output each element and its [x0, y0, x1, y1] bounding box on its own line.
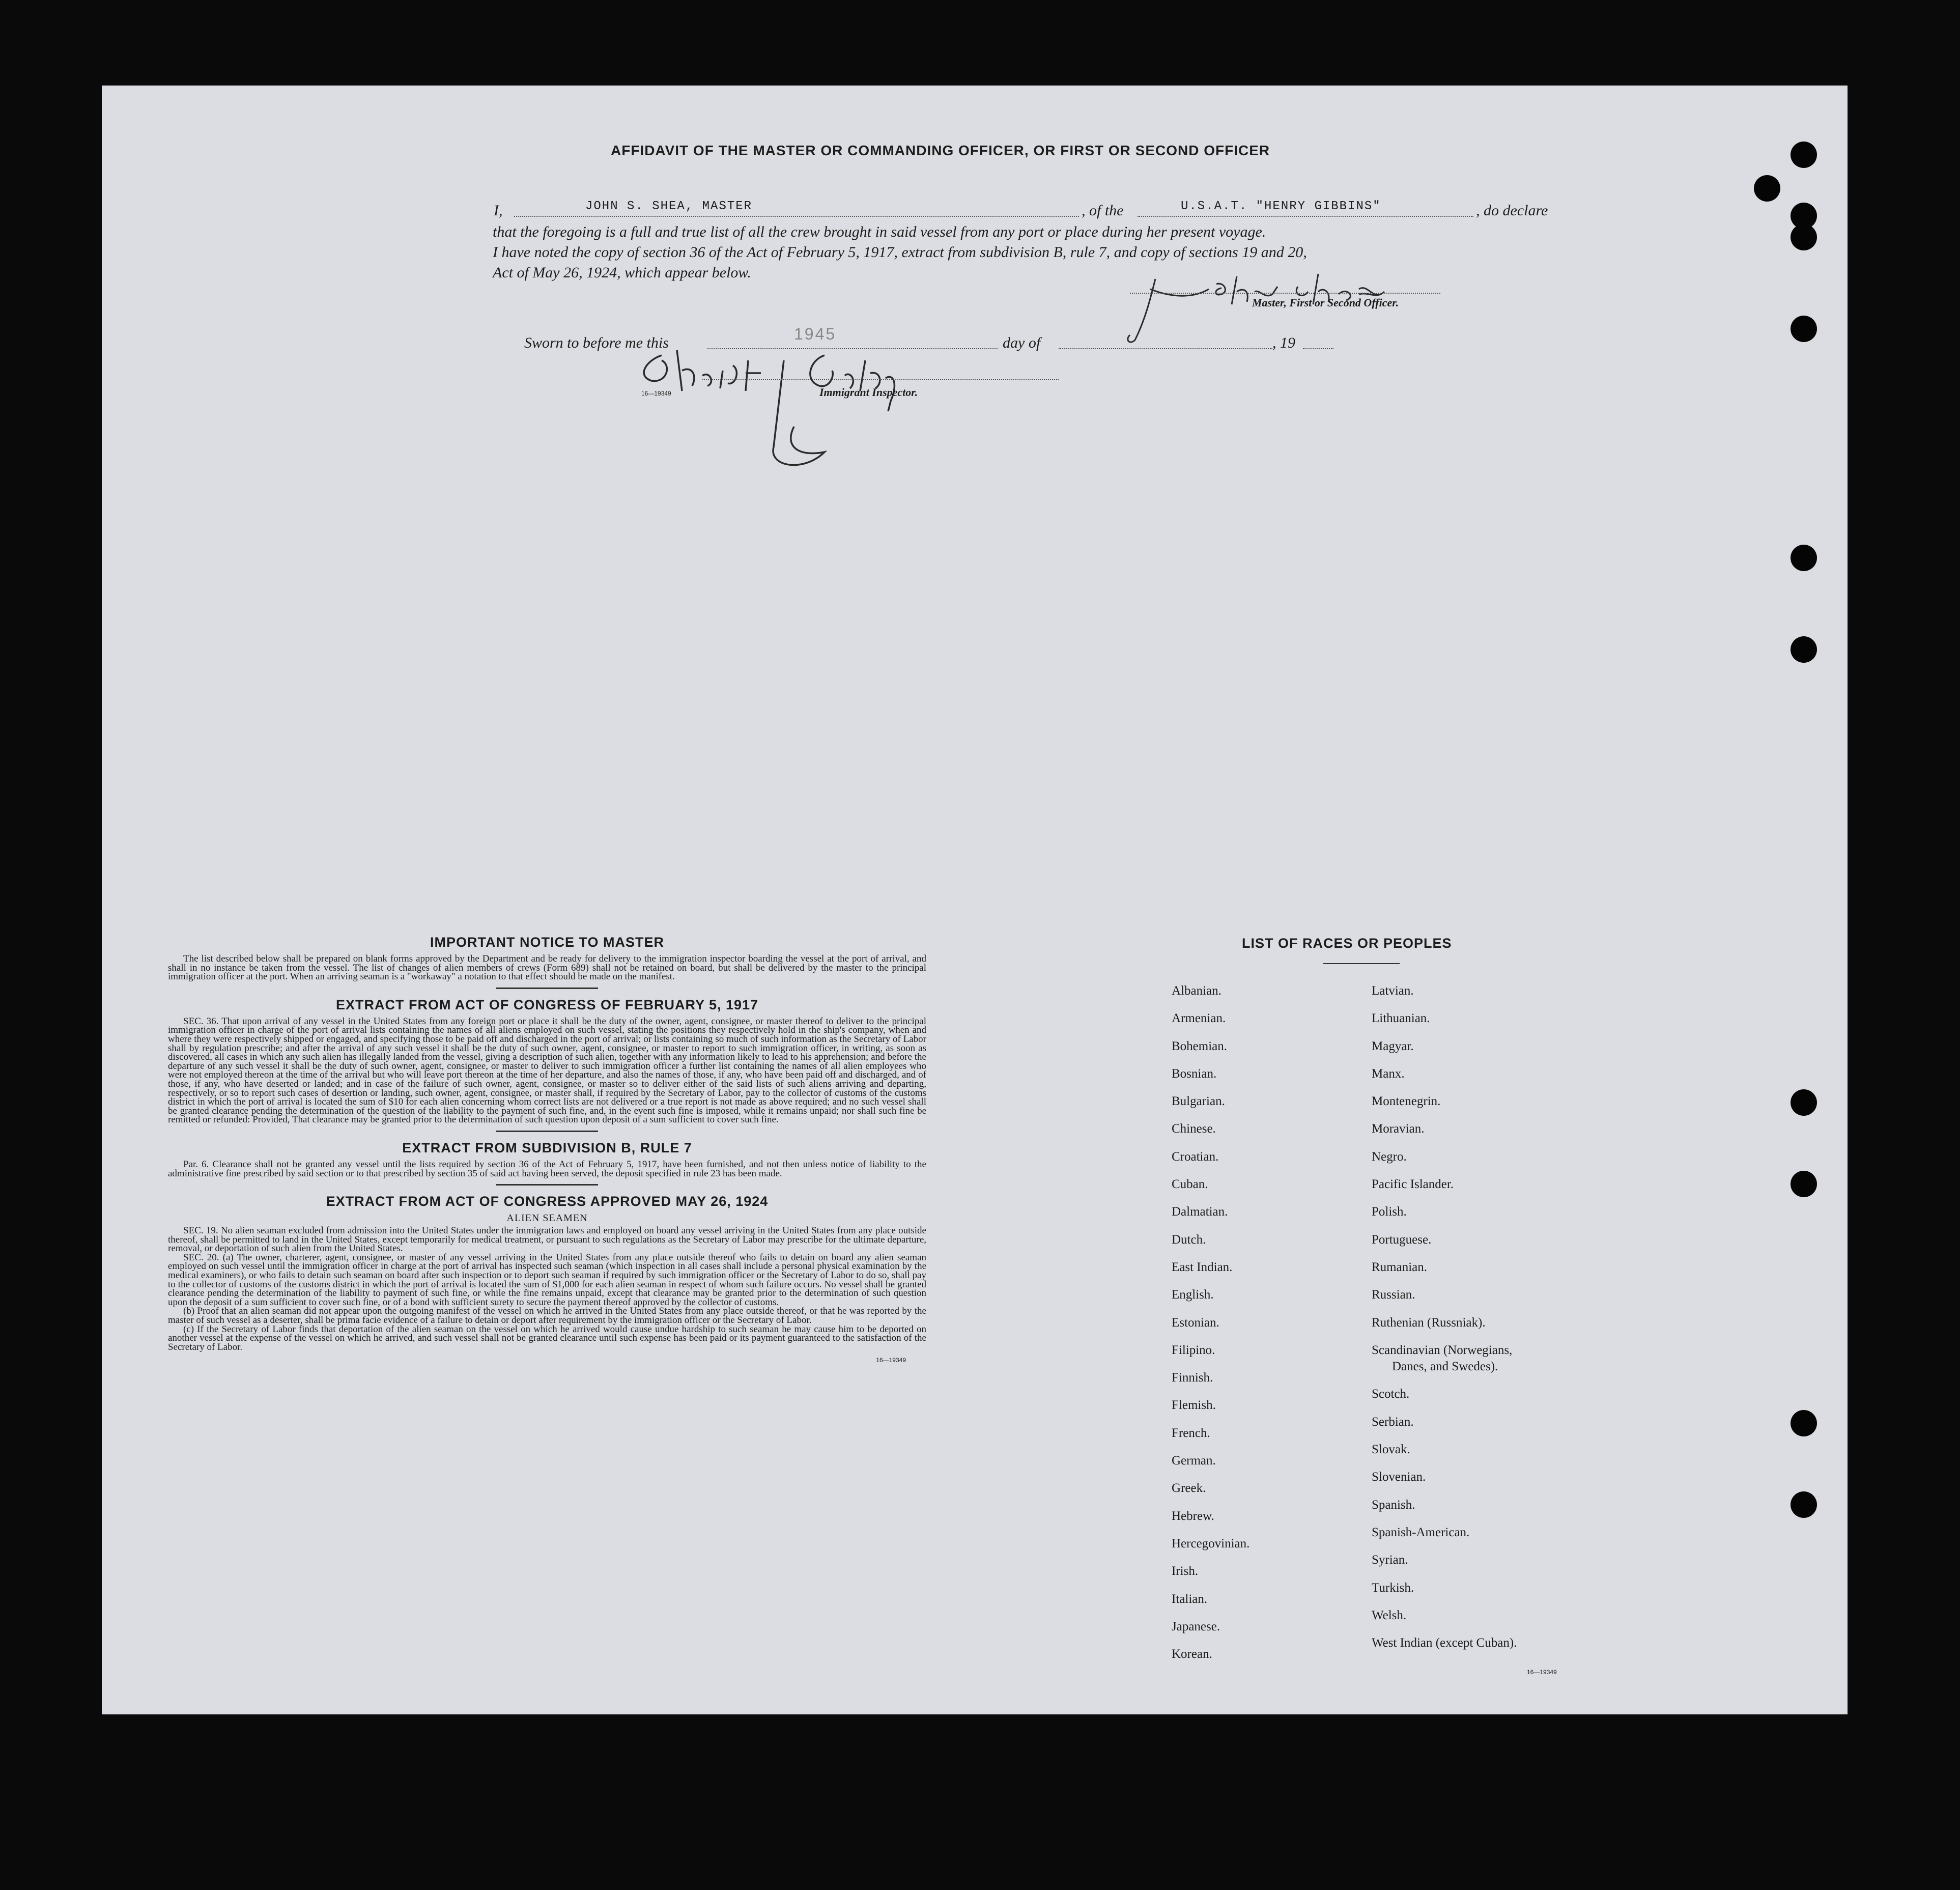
race-item: Russian. — [1372, 1288, 1415, 1302]
binder-hole — [1791, 316, 1817, 342]
race-item: Irish. — [1172, 1564, 1199, 1578]
race-item: Flemish. — [1172, 1398, 1216, 1413]
race-item: Ruthenian (Russniak). — [1372, 1315, 1486, 1330]
race-item: Slovak. — [1372, 1443, 1410, 1457]
year-prefix: , 19 — [1272, 334, 1295, 351]
binder-hole — [1791, 636, 1817, 663]
race-item: Croatian. — [1172, 1149, 1219, 1164]
legal-extracts-column — [168, 935, 926, 1364]
notice-title: IMPORTANT NOTICE TO MASTER — [430, 935, 664, 950]
race-item: Scandinavian (Norwegians, — [1372, 1343, 1513, 1357]
race-item: Serbian. — [1372, 1415, 1414, 1429]
vessel-name: U.S.A.T. "HENRY GIBBINS" — [1181, 200, 1381, 213]
race-item: Manx. — [1372, 1066, 1405, 1081]
master-name: JOHN S. SHEA, MASTER — [585, 200, 753, 213]
paragraph-6: Par. 6. Clearance shall not be granted any vessel until the lists required by section 36 of the Act of February 5, 1917, have been furnished, and not then unless notice of liability to the administrative fine prescribed by said section or to that prescribed by section 35 of said act having been served, the deposit specified in rule 23 has been made. — [168, 1159, 926, 1179]
race-item: Estonian. — [1172, 1315, 1219, 1330]
race-item: Hercegovinian. — [1172, 1536, 1250, 1550]
race-item: Pacific Islander. — [1372, 1177, 1454, 1192]
race-item: Bosnian. — [1172, 1066, 1217, 1081]
race-item: Chinese. — [1172, 1122, 1216, 1136]
race-item: Negro. — [1372, 1149, 1407, 1164]
race-item: Syrian. — [1372, 1553, 1408, 1567]
race-item: Filipino. — [1172, 1343, 1215, 1357]
race-item: Finnish. — [1172, 1371, 1213, 1385]
extract-1917-text — [168, 1017, 926, 1124]
extract-form-number: 16—19349 — [876, 1357, 906, 1364]
race-item: Bulgarian. — [1172, 1094, 1225, 1109]
notice-text — [168, 954, 926, 981]
inspector-caption: Immigrant Inspector. — [819, 386, 918, 399]
binder-hole — [1754, 175, 1780, 202]
race-item: Latvian. — [1372, 984, 1414, 998]
inspector-signature — [631, 345, 987, 472]
do-declare-label: , do declare — [1476, 202, 1548, 219]
races-title: LIST OF RACES OR PEOPLES — [1242, 936, 1452, 951]
divider — [496, 988, 598, 989]
race-item: Scotch. — [1372, 1387, 1410, 1401]
sworn-label: Sworn to before me this — [524, 334, 669, 351]
race-item: Portuguese. — [1372, 1232, 1432, 1247]
binder-hole — [1791, 1491, 1817, 1518]
race-item: Spanish-American. — [1372, 1525, 1470, 1539]
races-form-number: 16—19349 — [1527, 1669, 1557, 1676]
race-item: Moravian. — [1372, 1122, 1425, 1136]
extract-1924-title: EXTRACT FROM ACT OF CONGRESS APPROVED MAY 26, 1924 — [326, 1194, 769, 1209]
extract-1917-title: EXTRACT FROM ACT OF CONGRESS OF FEBRUARY 5, 1917 — [335, 997, 759, 1012]
race-item: Montenegrin. — [1372, 1094, 1441, 1109]
binder-hole — [1791, 1410, 1817, 1436]
binder-hole — [1791, 142, 1817, 168]
race-item: Hebrew. — [1172, 1509, 1214, 1523]
divider — [496, 1131, 598, 1132]
section-36-paragraph: SEC. 36. That upon arrival of any vessel in the United States from any foreign port or place it shall be the duty of the owner, agent, consignee, or master thereof to deliver to the principal immigration officer in charge of the port of arrival lists containing the names of all aliens employed on such vessel, stating the positions they respectively hold in the ship's company, when and where they were respectively shipped or engaged, and specifying those to be paid off and discharged in the port of arrival; or lists containing so much of such information as the Secretary of Labor shall by regulation prescribe; and after the arrival of any such vessel it shall be the duty of such owner, agent, consignee, or master to report to such immigration officer, in writing, as soon as discovered, all cases in which any such alien has illegally landed from the vessel, giving a description of such alien, together with any information likely to lead to his apprehension; and before the departure of any such vessel it shall be the duty of such owner, agent, consignee, or master to deliver to such immigration officer a further list containing the names of all alien employees who were not employed thereon at the time of the arrival but who will leave port thereon at the time of her departure, and also the names of those, if any, who have been paid off and discharged, and of those, if any, who have deserted or landed; and in case of the failure of such owner, agent, consignee, or master so to deliver either of the said lists of such aliens arriving and departing, respectively, or so to report such cases of desertion or landing, such owner, agent, consignee, or master shall, if required by the Secretary of Labor, pay to the collector of customs of the customs district in which the port of arrival is located the sum of $10 for each alien concerning whom correct lists are not delivered or a true report is not made as above required; and no such vessel shall be granted clearance pending the determination of the question of the liability to the payment of such fine, and, in the event such fine is imposed, while it remains unpaid; nor shall such fine be remitted or refunded: Provided, That clearance may be granted prior to the determination of such question upon deposit of a sum sufficient to cover such fine. — [168, 1015, 926, 1125]
race-item: French. — [1172, 1426, 1210, 1440]
year-line — [1303, 333, 1333, 349]
subdivision-text — [168, 1160, 926, 1178]
inspector-signature-drawing — [631, 345, 987, 472]
race-item: Dutch. — [1172, 1232, 1206, 1247]
race-item: Rumanian. — [1372, 1260, 1428, 1274]
race-item: English. — [1172, 1288, 1214, 1302]
race-item: East Indian. — [1172, 1260, 1233, 1274]
races-right-column — [1372, 977, 1517, 1657]
affidavit-line-3: I have noted the copy of section 36 of the Act of February 5, 1917, extract from subdivision B, rule 7, and copy of sections 19 and 20, — [493, 244, 1307, 261]
race-item: Armenian. — [1172, 1011, 1226, 1026]
race-item: Polish. — [1372, 1205, 1407, 1219]
races-left-column — [1172, 977, 1249, 1668]
binder-hole — [1791, 1089, 1817, 1116]
i-label: I, — [494, 202, 503, 219]
race-item: Turkish. — [1372, 1581, 1414, 1595]
race-item: Welsh. — [1372, 1608, 1407, 1622]
inspector-form-number: 16—19349 — [641, 390, 671, 397]
races-divider — [1323, 963, 1400, 964]
divider — [496, 1184, 598, 1186]
race-item: Japanese. — [1172, 1619, 1220, 1633]
race-item: Greek. — [1172, 1481, 1206, 1496]
race-item: Italian. — [1172, 1592, 1208, 1606]
race-item: Spanish. — [1372, 1498, 1415, 1512]
alien-seamen-subtitle: ALIEN SEAMEN — [506, 1212, 588, 1224]
subdivision-title: EXTRACT FROM SUBDIVISION B, RULE 7 — [402, 1140, 692, 1155]
race-item: Dalmatian. — [1172, 1205, 1228, 1219]
affidavit-line-4: Act of May 26, 1924, which appear below. — [493, 264, 751, 281]
race-item: Korean. — [1172, 1647, 1212, 1661]
affidavit-title: AFFIDAVIT OF THE MASTER OR COMMANDING OFFICER, OR FIRST OR SECOND OFFICER — [611, 143, 1270, 158]
section-20b-paragraph: (b) Proof that an alien seaman did not appear upon the outgoing manifest of the vessel on which he arrived in the United States from any place outside thereof, or that he was reported by the master of such vessel as a deserter, shall be prima facie evidence of a failure to detain or deport after requirement by the immigration officer or the Secretary of Labor. — [168, 1306, 926, 1326]
month-line — [1059, 333, 1272, 349]
section-19-paragraph: SEC. 19. No alien seaman excluded from admission into the United States under the immigration laws and employed on board any vessel arriving in the United States from any place outside thereof, shall be permitted to land in the United States, except temporarily for medical treatment, or pursuant to such regulations as the Secretary of Labor may prescribe for the ultimate departure, removal, or deportation of such alien from the United States. — [168, 1225, 926, 1254]
race-item: Albanian. — [1172, 984, 1222, 998]
race-item: Danes, and Swedes). — [1392, 1360, 1498, 1374]
of-the-label: , of the — [1082, 202, 1124, 219]
race-item: Lithuanian. — [1372, 1011, 1430, 1026]
binder-hole — [1791, 545, 1817, 571]
section-20a-paragraph: SEC. 20. (a) The owner, charterer, agent, consignee, or master of any vessel arriving in the United States from any place outside thereof who fails to detain on board any alien seaman employed on such vessel until the immigration officer in charge at the port of arrival has inspected such seaman (which inspection in all cases shall include a personal physical examination by the medical examiners), or who fails to detain such seaman on board after such inspection or to deport such seaman if required by such immigration officer or the Secretary of Labor to do so, shall pay to the collector of customs of the customs district in which the port of arrival is located the sum of $1,000 for each alien seaman in respect of whom such failure occurs. No vessel shall be granted clearance pending the determination of the liability to payment of such fine, or while the fine remains unpaid, except that clearance may be granted prior to the determination of such question upon the deposit of a sum sufficient to cover such fine, or of a bond with sufficient surety to secure the payment thereof approved by the collector of customs. — [168, 1252, 926, 1308]
affidavit-line-2: that the foregoing is a full and true list of all the crew brought in said vessel from any port or place during her present voyage. — [493, 223, 1266, 240]
extract-1924-text — [168, 1226, 926, 1351]
race-item: Magyar. — [1372, 1039, 1414, 1053]
binder-hole — [1791, 224, 1817, 250]
master-signature-line — [1130, 292, 1440, 294]
binder-hole — [1791, 1171, 1817, 1197]
race-item: German. — [1172, 1454, 1216, 1468]
race-item: Slovenian. — [1372, 1470, 1426, 1484]
manifest-sheet — [102, 86, 1848, 1714]
inspector-signature-line — [702, 378, 1059, 380]
day-of-label: day of — [1003, 334, 1041, 351]
race-item: Bohemian. — [1172, 1039, 1228, 1053]
date-stamp: 1945 — [794, 325, 837, 343]
race-item: Cuban. — [1172, 1177, 1208, 1192]
notice-paragraph: The list described below shall be prepared on blank forms approved by the Department and be ready for delivery to the immigration inspector boarding the vessel at the port of arrival, and shall in no instance be taken from the vessel. The list of changes of alien members of crews (Form 689) shall not be retained on board, but shall be delivered by the master to the principal immigration officer at the port. When an arriving seaman is a "workaway" a notation to that effect should be made on the manifest. — [168, 953, 926, 982]
master-caption: Master, First or Second Officer. — [1252, 296, 1399, 309]
section-20c-paragraph: (c) If the Secretary of Labor finds that deportation of the alien seaman on the vessel on which he arrived would cause undue hardship to such seaman he may cause him to be deported on another vessel at the expense of the vessel on which he arrived, and such vessel shall not be granted clearance until such expense has been paid or its payment guaranteed to the satisfaction of the Secretary of Labor. — [168, 1323, 926, 1352]
race-item: West Indian (except Cuban). — [1372, 1636, 1517, 1650]
